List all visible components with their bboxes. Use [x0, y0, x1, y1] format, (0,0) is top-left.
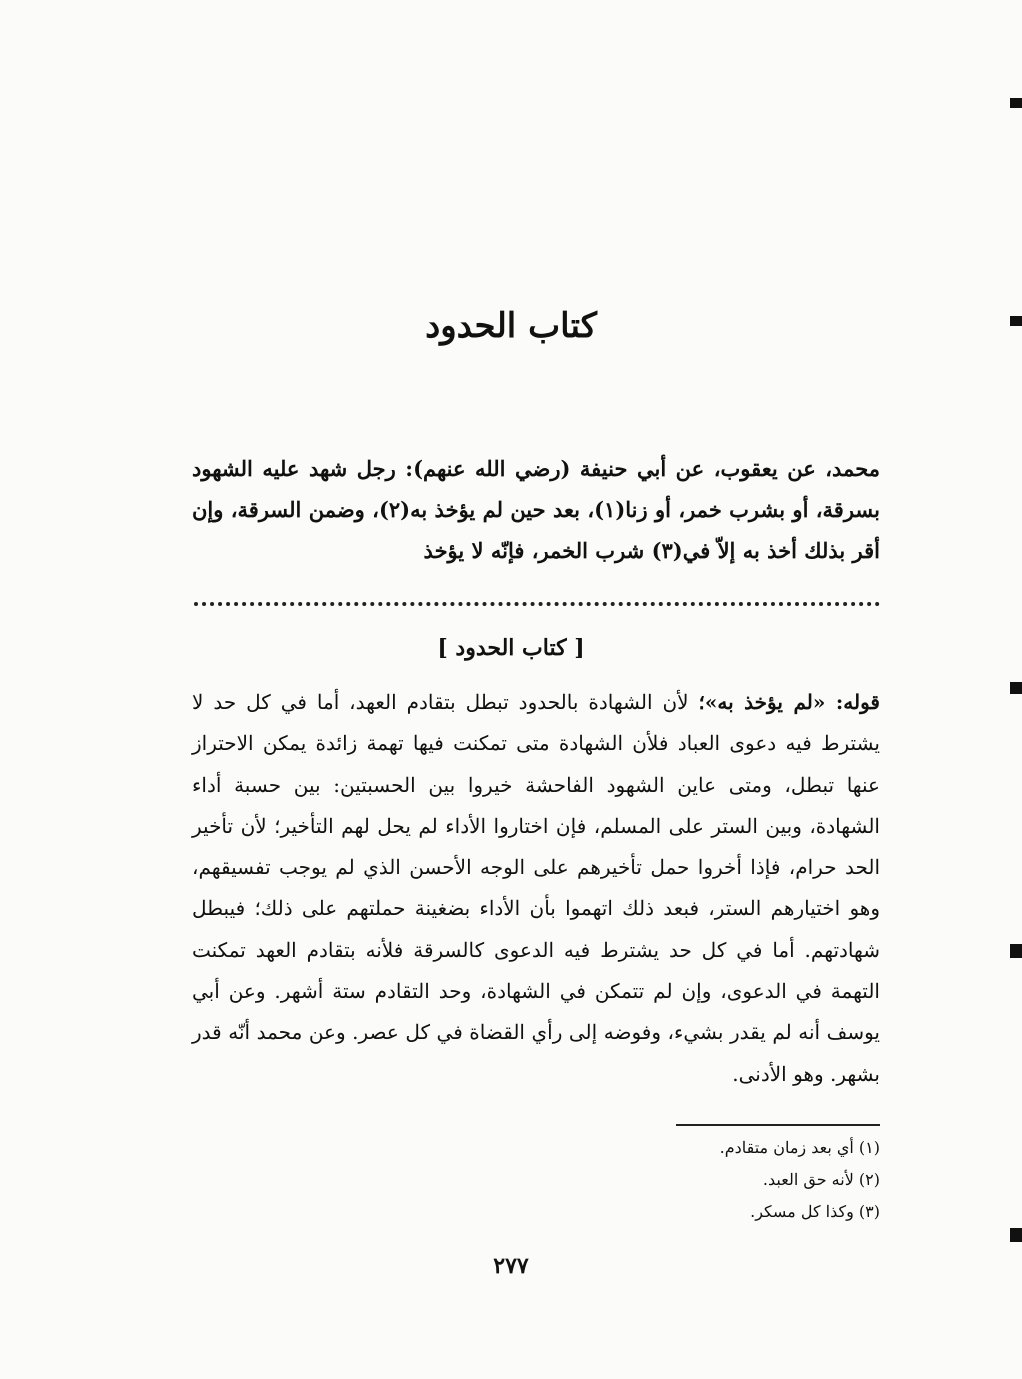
footnote-rule	[676, 1124, 880, 1126]
scan-edge-mark	[1010, 1228, 1022, 1242]
footnote-3: (٣) وكذا كل مسكر.	[750, 1202, 880, 1221]
scan-edge-mark	[1010, 682, 1022, 694]
page-number: ٢٧٧	[493, 1253, 529, 1279]
dotted-separator	[194, 602, 880, 610]
scan-edge-mark	[1010, 944, 1022, 958]
commentary-text	[192, 682, 880, 1095]
commentary-body: لأن الشهادة بالحدود تبطل بتقادم العهد، أما في كل حد لا يشترط فيه دعوى العباد فلأن الشهادة متى تمكنت فيها تهمة زائدة يمكن الاحتراز عنها تبطل، ومتى عاين الشهود الفاحشة خيروا بين الحسبتين: بين حسبة أداء الشهادة، وبين الستر على المسلم، فإن اختاروا الأداء لم يحل لهم التأخير؛ لأن تأخير الحد حرام، فإذا أخروا حمل تأخيرهم على الوجه الأحسن الذي لم يوجب تفسيقهم، وهو اختيارهم الستر، فبعد ذلك اتهموا بأن الأداء بضغينة حملتهم على ذلك؛ فيبطل شهادتهم. أما في كل حد يشترط فيه الدعوى كالسرقة فلأنه بتقادم العهد تمكنت التهمة في الدعوى، وإن لم تتمكن في الشهادة، وحد التقادم ستة أشهر. وعن أبي يوسف أنه لم يقدر بشيء، وفوضه إلى رأي القضاة في كل عصر. وعن محمد أنّه قدر بشهر. وهو الأدنى.	[192, 690, 880, 1086]
footnote-2: (٢) لأنه حق العبد.	[762, 1170, 880, 1189]
footnote-1: (١) أي بعد زمان متقادم.	[719, 1138, 880, 1157]
scan-edge-mark	[1010, 98, 1022, 108]
chapter-title: كتاب الحدود	[425, 306, 597, 346]
main-text: محمد، عن يعقوب، عن أبي حنيفة (رضي الله عنهم): رجل شهد عليه الشهود بسرقة، أو بشرب خمر، أو زنا(١)، بعد حين لم يؤخذ به(٢)، وضمن السرقة، وإن أقر بذلك أخذ به إلاّ في(٣) شرب الخمر، فإنّه لا يؤخذ	[192, 456, 880, 563]
commentary-lead: قوله: «لم يؤخذ به»؛	[698, 690, 880, 714]
scan-edge-mark	[1010, 316, 1022, 326]
commentary-title: [ كتاب الحدود ]	[437, 635, 585, 661]
footnotes	[560, 1132, 880, 1228]
